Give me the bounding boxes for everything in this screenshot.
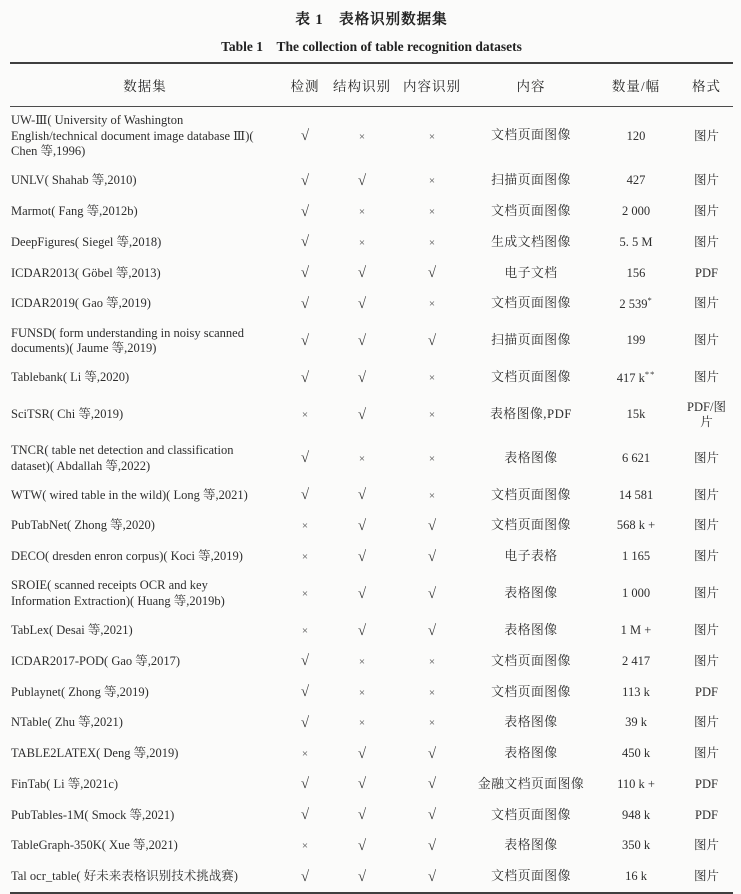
format-value: 图片: [693, 333, 719, 348]
table-row: [10, 437, 733, 480]
check-icon: √: [300, 487, 310, 504]
detection-mark: [280, 572, 330, 615]
check-icon: √: [300, 128, 310, 145]
table-row: [10, 646, 733, 677]
content-recognition-mark: [394, 800, 470, 831]
quantity-value: 120: [626, 128, 646, 143]
content-type: 文档页面图像: [491, 487, 571, 502]
quantity-value: 5. 5 M: [619, 234, 653, 249]
cross-icon: ×: [428, 236, 436, 249]
quantity-value: 427: [626, 173, 646, 188]
detection-mark: [280, 363, 330, 394]
cross-icon: ×: [358, 452, 366, 465]
table-row: [10, 258, 733, 289]
check-icon: √: [300, 684, 310, 701]
content-recognition-mark: [394, 258, 470, 289]
check-icon: √: [357, 585, 367, 602]
check-icon: √: [427, 807, 437, 824]
table-row: [10, 227, 733, 258]
check-icon: √: [427, 745, 437, 762]
check-icon: √: [427, 837, 437, 854]
column-header-detection: 检测: [280, 63, 330, 107]
cross-icon: ×: [428, 206, 436, 219]
check-icon: √: [357, 517, 367, 534]
content-type: 电子表格: [504, 549, 558, 563]
content-recognition-mark: [394, 394, 470, 437]
quantity-value: 2 539*: [619, 295, 653, 312]
format-value: PDF: [695, 265, 718, 280]
detection-mark: [280, 739, 330, 770]
content-recognition-mark: [394, 831, 470, 862]
detection-mark: [280, 289, 330, 320]
dataset-name: ICDAR2013( Göbel 等,2013): [11, 265, 161, 280]
quantity-value: 113 k: [622, 684, 650, 699]
quantity-footnote-marker: *: [647, 295, 653, 306]
detection-mark: [280, 542, 330, 573]
structure-recognition-mark: [330, 862, 394, 894]
content-type: 文档页面图像: [491, 296, 571, 311]
column-header-structure-recognition: 结构识别: [330, 63, 394, 107]
cross-icon: ×: [428, 717, 436, 730]
check-icon: √: [300, 332, 310, 349]
dataset-name: Marmot( Fang 等,2012b): [11, 204, 138, 219]
table-row: [10, 800, 733, 831]
check-icon: √: [357, 745, 367, 762]
table-caption-english: Table 1 The collection of table recognition datasets: [221, 39, 522, 54]
dataset-name: TableGraph-350K( Xue 等,2021): [11, 838, 178, 853]
dataset-name: Tal ocr_table( 好未来表格识别技术挑战赛): [11, 869, 238, 884]
dataset-name: TABLE2LATEX( Deng 等,2019): [11, 746, 179, 761]
content-type: 文档页面图像: [491, 869, 571, 883]
table-row: [10, 739, 733, 770]
check-icon: √: [427, 517, 437, 534]
content-type: 扫描页面图像: [491, 333, 571, 348]
dataset-name: PubTabNet( Zhong 等,2020): [11, 518, 155, 533]
dataset-name: TNCR( table net detection and classification dataset)( Abdallah 等,2022): [11, 442, 234, 473]
check-icon: √: [357, 332, 367, 349]
detection-mark: [280, 769, 330, 800]
structure-recognition-mark: [330, 227, 394, 258]
dataset-name: DECO( dresden enron corpus)( Koci 等,2019): [11, 549, 243, 564]
check-icon: √: [300, 714, 310, 731]
dataset-name: FUNSD( form understanding in noisy scanned documents)( Jaume 等,2019): [11, 325, 244, 356]
content-type: 表格图像: [504, 586, 558, 600]
quantity-footnote-marker: **: [644, 369, 656, 380]
content-type: 表格图像: [504, 838, 558, 853]
check-icon: √: [300, 172, 310, 189]
detection-mark: [280, 480, 330, 511]
content-recognition-mark: [394, 616, 470, 647]
structure-recognition-mark: [330, 708, 394, 739]
quantity-value: 16 k: [625, 869, 647, 884]
quantity-value: 417 k**: [616, 369, 656, 386]
column-header-content: 内容: [470, 63, 592, 107]
format-value: 图片: [693, 549, 719, 564]
format-value: 图片: [693, 487, 719, 502]
content-recognition-mark: [394, 739, 470, 770]
content-recognition-mark: [394, 572, 470, 615]
check-icon: √: [357, 837, 367, 854]
quantity-value: 2 000: [621, 204, 651, 219]
detection-mark: [280, 677, 330, 708]
cross-icon: ×: [301, 840, 309, 853]
table-row: [10, 289, 733, 320]
table-row: [10, 862, 733, 894]
structure-recognition-mark: [330, 831, 394, 862]
dataset-name: Tablebank( Li 等,2020): [11, 370, 130, 385]
dataset-name: SciTSR( Chi 等,2019): [11, 407, 124, 422]
content-type: 文档页面图像: [491, 370, 571, 385]
structure-recognition-mark: [330, 363, 394, 394]
cross-icon: ×: [358, 206, 366, 219]
quantity-value: 199: [626, 333, 646, 348]
format-value: 图片: [693, 518, 719, 533]
format-value: 图片: [693, 586, 719, 601]
detection-mark: [280, 166, 330, 197]
check-icon: √: [357, 807, 367, 824]
dataset-name: ICDAR2017-POD( Gao 等,2017): [11, 653, 181, 668]
table-header: [10, 63, 733, 107]
format-value: PDF/图片: [687, 399, 726, 430]
dataset-name: PubTables-1M( Smock 等,2021): [11, 807, 175, 822]
table-body: [10, 107, 733, 894]
dataset-name: Publaynet( Zhong 等,2019): [11, 684, 149, 699]
dataset-name: UW-Ⅲ( University of Washington English/technical document image database Ⅲ)( Chen 等,1996): [11, 113, 254, 159]
table-row: [10, 677, 733, 708]
format-value: 图片: [693, 450, 719, 465]
table-row: [10, 572, 733, 615]
quantity-value: 6 621: [621, 450, 651, 465]
column-header-dataset: 数据集: [10, 63, 280, 107]
column-header-format: 格式: [680, 63, 733, 107]
content-recognition-mark: [394, 363, 470, 394]
cross-icon: ×: [428, 452, 436, 465]
quantity-value: 15k: [626, 407, 646, 422]
table-row: [10, 320, 733, 363]
cross-icon: ×: [428, 175, 436, 188]
quantity-value: 450 k: [621, 746, 651, 761]
content-type: 文档页面图像: [491, 204, 571, 218]
content-recognition-mark: [394, 289, 470, 320]
quantity-value: 14 581: [618, 487, 654, 502]
content-recognition-mark: [394, 646, 470, 677]
detection-mark: [280, 616, 330, 647]
structure-recognition-mark: [330, 289, 394, 320]
check-icon: √: [300, 295, 310, 312]
content-recognition-mark: [394, 542, 470, 573]
table-header-row: [10, 63, 733, 107]
structure-recognition-mark: [330, 800, 394, 831]
format-value: 图片: [693, 746, 719, 761]
content-type: 表格图像: [504, 715, 558, 730]
check-icon: √: [357, 622, 367, 639]
quantity-value: 39 k: [625, 715, 647, 730]
content-recognition-mark: [394, 166, 470, 197]
content-recognition-mark: [394, 862, 470, 894]
table-row: [10, 831, 733, 862]
cross-icon: ×: [428, 298, 436, 311]
content-recognition-mark: [394, 480, 470, 511]
check-icon: √: [427, 548, 437, 565]
cross-icon: ×: [301, 588, 309, 601]
content-type: 文档页面图像: [491, 128, 571, 143]
structure-recognition-mark: [330, 320, 394, 363]
structure-recognition-mark: [330, 437, 394, 480]
detection-mark: [280, 197, 330, 228]
dataset-name: SROIE( scanned receipts OCR and key Information Extraction)( Huang 等,2019b): [11, 578, 225, 608]
content-type: 表格图像: [504, 623, 558, 637]
detection-mark: [280, 831, 330, 862]
detection-mark: [280, 646, 330, 677]
structure-recognition-mark: [330, 739, 394, 770]
quantity-value: 110 k +: [617, 776, 655, 791]
quantity-value: 1 M +: [620, 623, 652, 638]
detection-mark: [280, 511, 330, 542]
content-type: 文档页面图像: [491, 807, 571, 822]
table-row: [10, 480, 733, 511]
cross-icon: ×: [301, 551, 309, 564]
content-recognition-mark: [394, 769, 470, 800]
content-type: 表格图像: [504, 746, 558, 760]
content-recognition-mark: [394, 227, 470, 258]
format-value: 图片: [693, 653, 719, 668]
check-icon: √: [427, 265, 437, 282]
content-type: 表格图像: [504, 450, 558, 465]
dataset-name: WTW( wired table in the wild)( Long 等,2021): [11, 487, 248, 502]
column-header-content-recognition: 内容识别: [394, 63, 470, 107]
cross-icon: ×: [301, 520, 309, 533]
check-icon: √: [427, 332, 437, 349]
check-icon: √: [427, 776, 437, 793]
structure-recognition-mark: [330, 166, 394, 197]
structure-recognition-mark: [330, 572, 394, 615]
cross-icon: ×: [358, 655, 366, 668]
structure-recognition-mark: [330, 542, 394, 573]
cross-icon: ×: [301, 748, 309, 761]
cross-icon: ×: [428, 489, 436, 502]
structure-recognition-mark: [330, 677, 394, 708]
structure-recognition-mark: [330, 616, 394, 647]
check-icon: √: [427, 868, 437, 885]
detection-mark: [280, 800, 330, 831]
structure-recognition-mark: [330, 197, 394, 228]
detection-mark: [280, 227, 330, 258]
quantity-value: 350 k: [621, 838, 651, 853]
format-value: PDF: [695, 776, 718, 791]
content-recognition-mark: [394, 437, 470, 480]
cross-icon: ×: [358, 236, 366, 249]
content-recognition-mark: [394, 197, 470, 228]
cross-icon: ×: [358, 686, 366, 699]
check-icon: √: [427, 622, 437, 639]
cross-icon: ×: [428, 372, 436, 385]
format-value: 图片: [693, 234, 719, 249]
check-icon: √: [300, 450, 310, 467]
detection-mark: [280, 107, 330, 166]
format-value: 图片: [693, 623, 719, 638]
table-row: [10, 708, 733, 739]
check-icon: √: [357, 295, 367, 312]
cross-icon: ×: [428, 130, 436, 143]
table-row: [10, 511, 733, 542]
dataset-name: FinTab( Li 等,2021c): [11, 776, 119, 791]
detection-mark: [280, 437, 330, 480]
column-header-quantity: 数量/幅: [592, 63, 680, 107]
check-icon: √: [357, 487, 367, 504]
quantity-value: 1 000: [621, 586, 651, 601]
table-row: [10, 542, 733, 573]
table-row: [10, 166, 733, 197]
content-recognition-mark: [394, 320, 470, 363]
cross-icon: ×: [358, 130, 366, 143]
check-icon: √: [357, 369, 367, 386]
dataset-name: DeepFigures( Siegel 等,2018): [11, 234, 162, 249]
cross-icon: ×: [428, 686, 436, 699]
structure-recognition-mark: [330, 394, 394, 437]
datasets-table: [10, 62, 733, 894]
check-icon: √: [357, 406, 367, 423]
dataset-name: UNLV( Shahab 等,2010): [11, 173, 137, 188]
table-row: [10, 394, 733, 437]
cross-icon: ×: [301, 625, 309, 638]
check-icon: √: [300, 868, 310, 885]
dataset-name: NTable( Zhu 等,2021): [11, 715, 123, 730]
check-icon: √: [357, 265, 367, 282]
table-caption-chinese: 表 1 表格识别数据集: [295, 12, 448, 28]
format-value: PDF: [695, 684, 718, 699]
content-type: 扫描页面图像: [491, 173, 571, 188]
quantity-value: 948 k: [621, 807, 651, 822]
cross-icon: ×: [358, 717, 366, 730]
content-type: 文档页面图像: [491, 684, 571, 699]
content-type: 文档页面图像: [491, 653, 571, 668]
table-row: [10, 197, 733, 228]
quantity-value: 2 417: [621, 653, 651, 668]
content-recognition-mark: [394, 107, 470, 166]
content-type: 电子文档: [504, 265, 558, 280]
check-icon: √: [357, 172, 367, 189]
check-icon: √: [357, 868, 367, 885]
table-row: [10, 616, 733, 647]
quantity-value: 156: [626, 265, 646, 280]
table-row: [10, 107, 733, 166]
format-value: PDF: [695, 807, 718, 822]
content-recognition-mark: [394, 708, 470, 739]
check-icon: √: [300, 807, 310, 824]
check-icon: √: [300, 234, 310, 251]
quantity-value: 1 165: [621, 549, 651, 564]
quantity-value: 568 k +: [616, 518, 656, 533]
structure-recognition-mark: [330, 646, 394, 677]
check-icon: √: [357, 776, 367, 793]
detection-mark: [280, 862, 330, 894]
detection-mark: [280, 708, 330, 739]
structure-recognition-mark: [330, 480, 394, 511]
check-icon: √: [300, 369, 310, 386]
detection-mark: [280, 394, 330, 437]
check-icon: √: [300, 653, 310, 670]
format-value: 图片: [693, 204, 719, 219]
format-value: 图片: [693, 869, 719, 884]
content-recognition-mark: [394, 677, 470, 708]
format-value: 图片: [693, 173, 719, 188]
cross-icon: ×: [428, 409, 436, 422]
check-icon: √: [300, 265, 310, 282]
format-value: 图片: [693, 838, 719, 853]
structure-recognition-mark: [330, 258, 394, 289]
format-value: 图片: [693, 715, 719, 730]
detection-mark: [280, 258, 330, 289]
detection-mark: [280, 320, 330, 363]
cross-icon: ×: [301, 409, 309, 422]
check-icon: √: [300, 776, 310, 793]
content-type: 生成文档图像: [491, 234, 571, 249]
content-type: 文档页面图像: [491, 518, 571, 533]
check-icon: √: [427, 585, 437, 602]
check-icon: √: [300, 203, 310, 220]
check-icon: √: [357, 548, 367, 565]
format-value: 图片: [693, 370, 719, 385]
table-row: [10, 769, 733, 800]
table-row: [10, 363, 733, 394]
dataset-name: ICDAR2019( Gao 等,2019): [11, 296, 151, 311]
format-value: 图片: [693, 296, 719, 311]
content-recognition-mark: [394, 511, 470, 542]
structure-recognition-mark: [330, 511, 394, 542]
cross-icon: ×: [428, 655, 436, 668]
content-type: 表格图像,PDF: [490, 407, 572, 422]
format-value: 图片: [693, 128, 719, 143]
structure-recognition-mark: [330, 107, 394, 166]
dataset-name: TabLex( Desai 等,2021): [11, 623, 133, 638]
content-type: 金融文档页面图像: [477, 776, 585, 791]
structure-recognition-mark: [330, 769, 394, 800]
